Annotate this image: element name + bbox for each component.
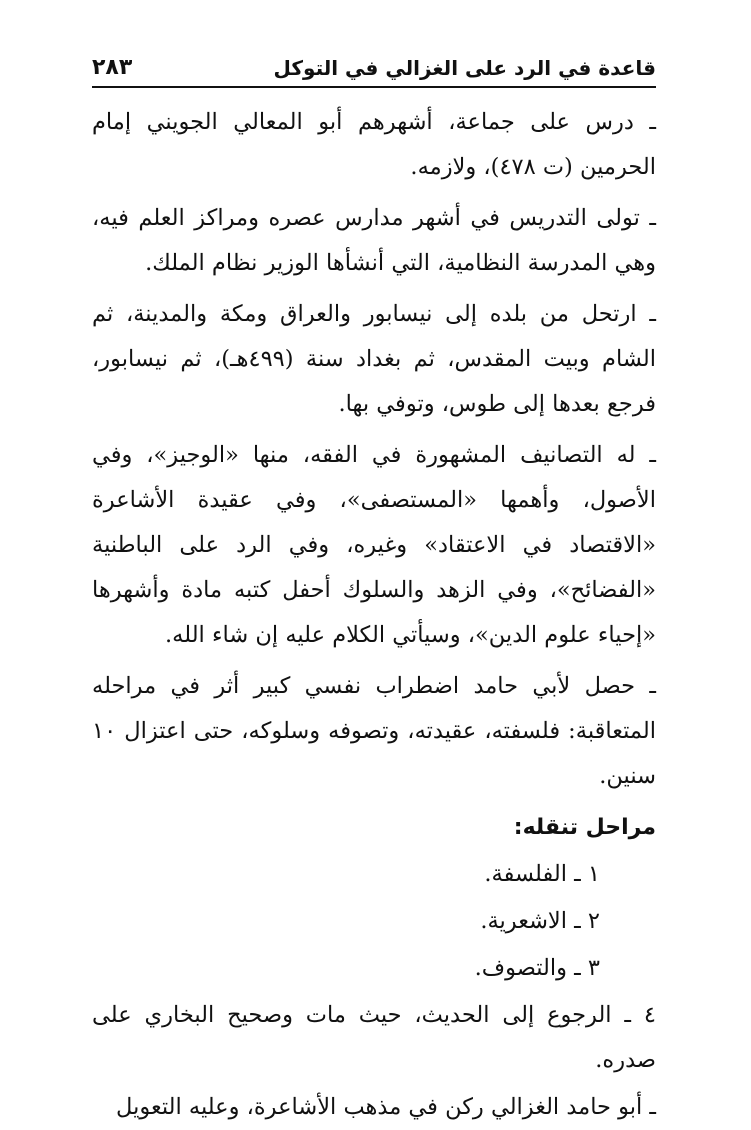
- paragraph-ashari-pillar: ـ أبو حامد الغزالي ركن في مذهب الأشاعرة، وعليه التعويل: [116, 1094, 656, 1120]
- running-header: [92, 48, 656, 80]
- paragraph-turmoil: ـ حصل لأبي حامد اضطراب نفسي كبير أثر في مراحله المتعاقبة: فلسفته، عقيدته، وتصوفه وسلوكه، حتى اعتزال ١٠ سنين.: [92, 673, 656, 789]
- list-item: ٣ ـ والتصوف.: [474, 955, 600, 981]
- paragraph-teaching: ـ تولى التدريس في أشهر مدارس عصره ومراكز العلم فيه، وهي المدرسة النظامية، التي أنشأها الوزير نظام الملك.: [92, 205, 656, 276]
- running-title: قاعدة في الرد على الغزالي في التوكل: [273, 56, 656, 80]
- list-item: ١ ـ الفلسفة.: [484, 861, 600, 887]
- stages-list: [92, 852, 656, 1083]
- paragraph-teachers: ـ درس على جماعة، أشهرهم أبو المعالي الجويني إمام الحرمين (ت ٤٧٨)، ولازمه.: [92, 109, 656, 180]
- paragraph-works: ـ له التصانيف المشهورة في الفقه، منها «الوجيز»، وفي الأصول، وأهمها «المستصفى»، وفي عقيدة الأشاعرة «الاقتصاد في الاعتقاد» وغيره، وفي الرد على الباطنية «الفضائح»، وفي الزهد والسلوك أحفل كتبه مادة وأشهرها «إحياء علوم الدين»، وسيأتي الكلام عليه إن شاء الله.: [92, 442, 656, 648]
- list-item: ٢ ـ الاشعرية.: [480, 908, 600, 934]
- page-body: [92, 100, 656, 1130]
- page-number: ٢٨٣: [92, 55, 133, 80]
- stages-heading: مراحل تنقله:: [513, 815, 656, 840]
- paragraph-travels: ـ ارتحل من بلده إلى نيسابور والعراق ومكة والمدينة، ثم الشام وبيت المقدس، ثم بغداد سنة (٤٩٩هـ)، ثم نيسابور، فرجع بعدها إلى طوس، وتوفي بها.: [92, 301, 657, 417]
- list-item: ٤ ـ الرجوع إلى الحديث، حيث مات وصحيح البخاري على صدره.: [92, 1002, 656, 1073]
- header-rule: [92, 86, 656, 88]
